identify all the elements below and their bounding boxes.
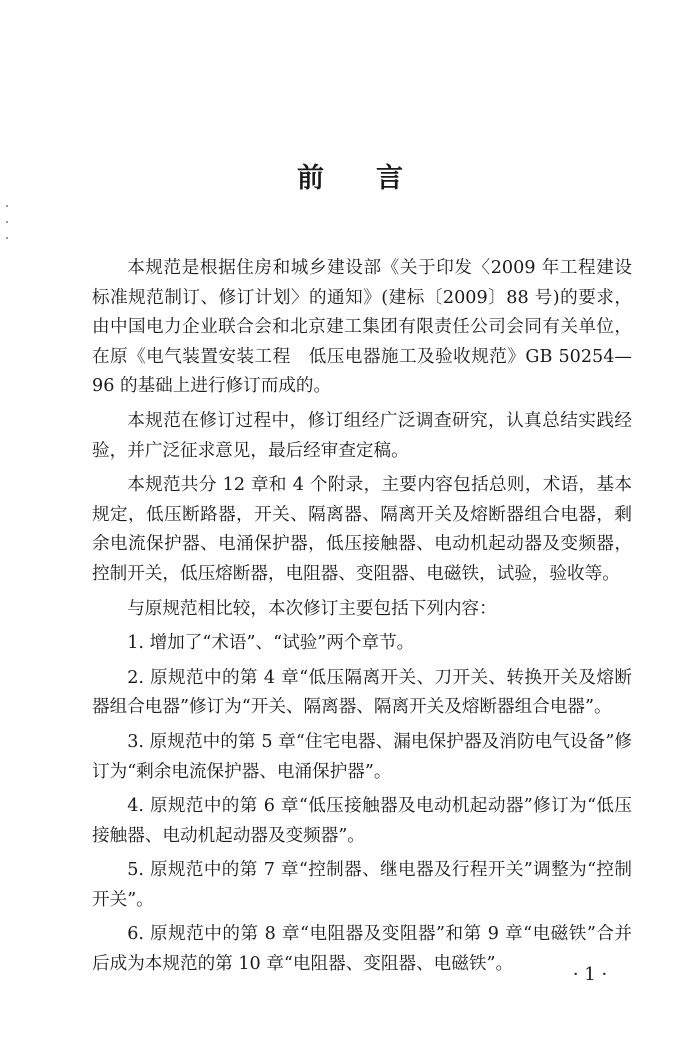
change-item-3: 3. 原规范中的第 5 章“住宅电器、漏电保护器及消防电气设备”修订为“剩余电流保护器、电涌保护器”。: [92, 731, 632, 782]
paragraph-contents: 本规范共分 12 章和 4 个附录，主要内容包括总则，术语，基本规定，低压断路器，开关、隔离器、隔离开关及熔断器组合电器，剩余电流保护器、电涌保护器，低压接触器、电动机起动器及变频器，控制开关，低压熔断器，电阻器、变阻器、电磁铁，试验，验收等。: [92, 475, 632, 584]
change-item-6: 6. 原规范中的第 8 章“电阻器及变阻器”和第 9 章“电磁铁”合并后成为本规范的第 10 章“电阻器、变阻器、电磁铁”。: [92, 924, 632, 975]
title-char-2: 言: [376, 163, 403, 194]
title-char-1: 前: [297, 163, 324, 194]
change-item-1: 1. 增加了“术语”、“试验”两个章节。: [127, 633, 415, 654]
paragraph-changes-intro: 与原规范相比较，本次修订主要包括下列内容：: [127, 598, 497, 619]
paragraph-process: 本规范在修订过程中，修订组经广泛调查研究，认真总结实践经验，并广泛征求意见，最后经审查定稿。: [92, 410, 632, 461]
change-item-4: 4. 原规范中的第 6 章“低压接触器及电动机起动器”修订为“低压接触器、电动机起动器及变频器”。: [92, 796, 632, 846]
foreword-body: [92, 254, 632, 985]
scan-edge-marks: [6, 205, 9, 245]
change-item-2: 2. 原规范中的第 4 章“低压隔离开关、刀开关、转换开关及熔断器组合电器”修订为“开关、隔离器、隔离开关及熔断器组合电器”。: [92, 667, 632, 718]
page-number: · 1 ·: [572, 964, 608, 985]
change-item-5: 5. 原规范中的第 7 章“控制器、继电器及行程开关”调整为“控制开关”。: [92, 860, 632, 910]
paragraph-origin: 本规范是根据住房和城乡建设部《关于印发〈2009 年工程建设标准规范制订、修订计划〉的通知》(建标〔2009〕88 号)的要求，由中国电力企业联合会和北京建工集团有限责任公司会同有关单位，在原《电气装置安装工程 低压电器施工及验收规范》GB 50254—96 的基础上进行修订而成的。: [92, 258, 632, 397]
page-title: [0, 156, 700, 195]
